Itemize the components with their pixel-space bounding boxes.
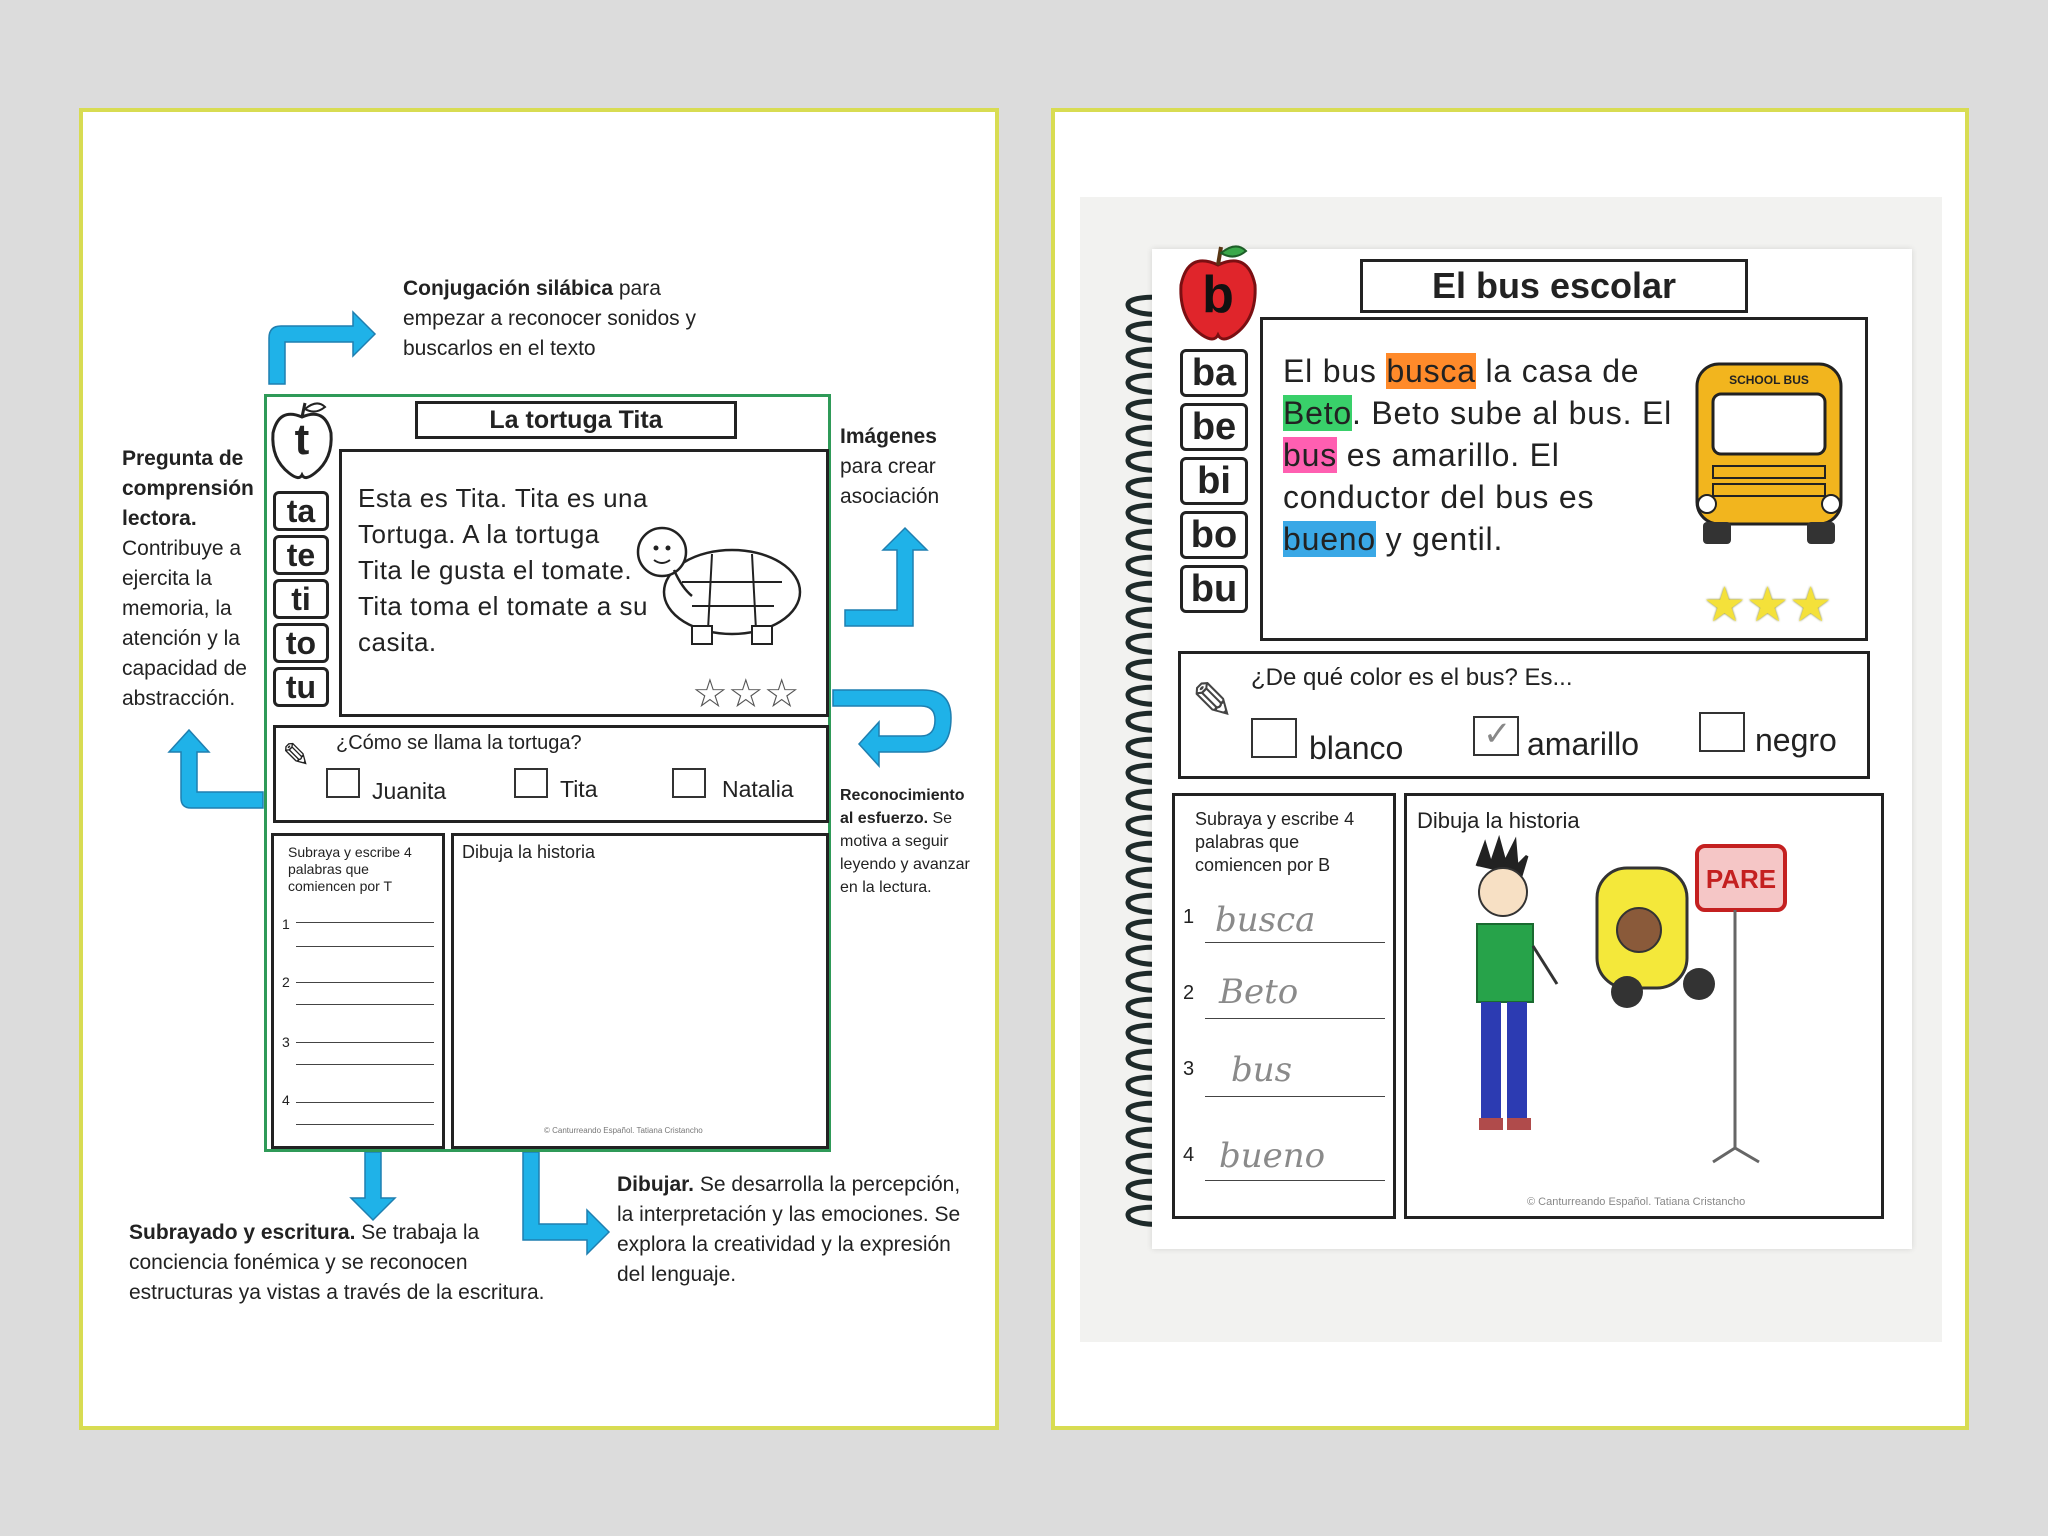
left-panel — [79, 108, 999, 1430]
letter-label: t — [294, 415, 310, 464]
apple-icon — [1176, 239, 1260, 341]
annotation-effort: Reconocimiento al esfuerzo. Se motiva a seguir leyendo y avanzar en la lectura. — [840, 787, 970, 896]
words-box — [1172, 793, 1396, 1219]
question-box — [1178, 651, 1870, 779]
handwritten-word: bus — [1231, 1050, 1293, 1090]
checkbox-amarillo[interactable]: ✓ — [1473, 716, 1519, 756]
checkbox-blanco[interactable] — [1251, 718, 1297, 758]
story-box — [1260, 317, 1868, 641]
arrow-top — [269, 312, 375, 384]
option-juanita: Juanita — [372, 778, 447, 804]
line-number: 1 — [282, 916, 290, 932]
checkbox-natalia[interactable] — [672, 768, 706, 798]
line-number: 4 — [1183, 1144, 1195, 1166]
school-bus-icon — [1683, 354, 1853, 554]
bus-sign-text: SCHOOL BUS — [1729, 373, 1809, 387]
worksheet-title: El bus escolar — [1360, 259, 1748, 313]
highlight-word: Beto — [1283, 395, 1353, 431]
line-number: 2 — [1183, 982, 1195, 1004]
story-box — [339, 449, 829, 717]
annotation-syllables: Conjugación silábica para empezar a reconocer sonidos y buscarlos en el texto — [403, 277, 696, 360]
story-text: Esta es Tita. Tita es una Tortuga. A la tortuga Tita le gusta el tomate. Tita toma el tomate a su casita. — [358, 483, 648, 657]
handwritten-word: busca — [1215, 900, 1316, 940]
draw-label: Dibuja la historia — [1417, 808, 1580, 833]
line-number: 3 — [1183, 1058, 1195, 1080]
words-prompt: Subraya y escribe 4 palabras que comiencen por B — [1195, 809, 1355, 875]
line-number: 3 — [282, 1034, 290, 1050]
credit-text: © Canturreando Español. Tatiana Cristancho — [544, 1126, 703, 1135]
words-prompt: Subraya y escribe 4 palabras que comiencen por T — [288, 844, 412, 894]
question-box — [273, 725, 829, 823]
annotation-drawing: Dibujar. Se desarrolla la percepción, la interpretación y las emociones. Se explora la creatividad y la expresión del lenguaje. — [617, 1173, 961, 1286]
pencil-icon: ✎ — [282, 737, 311, 775]
question-text: ¿De qué color es el bus? Es... — [1251, 664, 1573, 691]
arrow-left — [169, 730, 263, 808]
line-number: 1 — [1183, 906, 1195, 928]
question-text: ¿Cómo se llama la tortuga? — [336, 732, 582, 754]
arrow-bottom-down — [351, 1152, 395, 1220]
line-number: 4 — [282, 1092, 290, 1108]
worksheet-bus — [1152, 249, 1912, 1249]
syllable-box: be — [1180, 403, 1248, 451]
worksheet-photo — [1080, 197, 1942, 1342]
pencil-icon: ✎ — [1191, 673, 1235, 731]
syllable-box: bo — [1180, 511, 1248, 559]
handwritten-word: bueno — [1219, 1136, 1326, 1176]
checkbox-juanita[interactable] — [326, 768, 360, 798]
apple-icon — [269, 397, 335, 481]
draw-label: Dibuja la historia — [462, 842, 596, 862]
syllable-box: bi — [1180, 457, 1248, 505]
highlight-word: bueno — [1283, 521, 1376, 557]
stars-rating: ★★★ — [1703, 579, 1833, 632]
story-text: El bus busca la casa de Beto. Beto sube al bus. El bus es amarillo. El conductor del bus es bueno y gentil. — [1283, 353, 1673, 557]
highlight-word: bus — [1283, 437, 1337, 473]
worksheet-tortuga — [264, 394, 831, 1152]
letter-label: b — [1202, 266, 1234, 324]
handwritten-word: Beto — [1219, 972, 1299, 1012]
arrow-right-up — [845, 528, 927, 626]
arrow-right-back — [833, 690, 951, 766]
option-blanco: blanco — [1309, 730, 1404, 766]
turtle-icon — [622, 522, 822, 652]
stars-rating: ☆☆☆ — [692, 672, 800, 716]
syllable-box: te — [273, 535, 329, 575]
right-panel — [1051, 108, 1969, 1430]
words-box — [271, 833, 445, 1149]
checkbox-negro[interactable] — [1699, 712, 1745, 752]
syllable-box: to — [273, 623, 329, 663]
annotation-comprehension: Pregunta de comprensión lectora. Contribuye a ejercita la memoria, la atención y la capacidad de abstracción. — [122, 447, 254, 710]
syllable-box: bu — [1180, 565, 1248, 613]
annotation-writing: Subrayado y escritura. Se trabaja la conciencia fonémica y se reconocen estructuras ya vistas a través de la escritura. — [129, 1221, 545, 1304]
option-amarillo: amarillo — [1527, 726, 1640, 762]
syllable-box: tu — [273, 667, 329, 707]
line-number: 2 — [282, 974, 290, 990]
option-natalia: Natalia — [722, 776, 794, 802]
worksheet-title: La tortuga Tita — [415, 401, 737, 439]
syllable-box: ta — [273, 491, 329, 531]
annotation-images: Imágenes para crear asociación — [840, 425, 940, 508]
credit-text: © Canturreando Español. Tatiana Cristancho — [1527, 1196, 1746, 1208]
draw-box[interactable] — [451, 833, 829, 1149]
stop-sign-text: PARE — [1705, 864, 1777, 894]
option-tita: Tita — [560, 776, 598, 802]
highlight-word: busca — [1386, 353, 1476, 389]
syllable-box: ba — [1180, 349, 1248, 397]
arrow-bottom-right — [523, 1152, 609, 1254]
syllable-box: ti — [273, 579, 329, 619]
option-negro: negro — [1755, 722, 1837, 758]
draw-box[interactable] — [1404, 793, 1884, 1219]
child-drawing — [1407, 796, 1887, 1222]
checkbox-tita[interactable] — [514, 768, 548, 798]
